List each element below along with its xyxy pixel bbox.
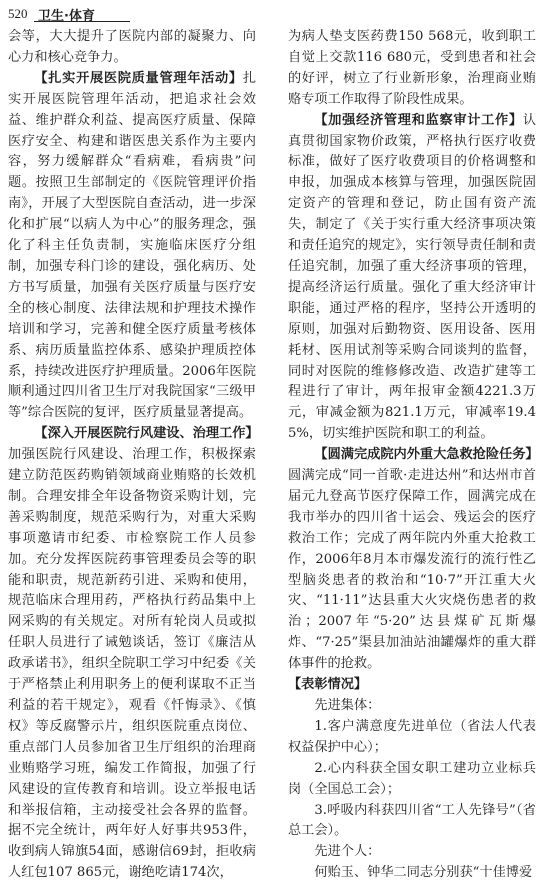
paragraph-conduct [8, 424, 259, 884]
text-conduct: 加强医院行风建设、治理工作，积极探索建立防范医药购销领域商业贿赂的长效机制。合理安排全年设备物资采购计划，完善采购制度，规范采购行为，对重大采购事项邀请市纪委、市检察院工作人员参加。充分发挥医院药事管理委员会等的职能和职责，规范新药引进、采购和使用，规范临床合理用药，严格执行药品集中上网采购的有关规定。对所有轮岗人员或拟任职人员进行了诫勉谈话，签订《廉洁从政承诺书》，组织全院职工学习中纪委《关于严格禁止利用职务上的便利谋取不正当利益的若干规定》，观看《忏悔录》、《慎权》等反腐警示片，组织医院重点岗位、重点部门人员参加省卫生厅组织的治理商业贿赂学习班，编发工作简报，加强了行风建设的宣传教育和培训。设立举报电话和举报信箱，主动接受社会各界的监督。据不完全统计，两年好人好事共953件，收到病人锦旗54面，感谢信69封，拒收病人红包107 865元，谢绝吃请174次， [8, 447, 256, 881]
left-column [8, 27, 259, 884]
text-economic: 认真贯彻国家物价政策，严格执行医疗收费标准，做好了医疗收费项目的价格调整和申报，加强成本核算与管理，加强医院固定资产的管理和登记，防止国有资产流失，制定了《关于实行重大经济事项决策和责任追究的规定》，实行领导责任制和责任追究制，加强了重大经济事项的管理，提高经济运行质量。强化了重大经济审计职能，通过严格的程序，坚持公开透明的原则，加强对后勤物资、医用设备、医用耗材、医用试剂等采购合同谈判的监督，同时对医院的维修修改造、改造扩建等工程进行了审计，两年报审金额4221.3万元，审减金额为821.1万元，审减率19.45%，切实维护医院和职工的利益。 [288, 112, 536, 442]
right-column [288, 27, 539, 884]
text-emergency: 圆满完成“同一首歌·走进达州”和达州市首届元九登高节医疗保障工作，圆满完成在我市举办的四川省十运会、残运会的医疗救治工作；完成了两年院内外重大抢救工作，2006年8月本市爆发流行的流行性乙型脑炎患者的救治和“10·7”开江重大火灾、“11·11”达县重大火灾烧伤患者的救治；2007年“5·20”达县煤矿瓦斯爆炸、“7·25”渠县加油站油罐爆炸的重大群体事件的抢救。 [288, 468, 536, 672]
label-collective: 先进集体： [314, 698, 381, 713]
running-header [8, 2, 542, 22]
heading-emergency: 【圆满完成院内外重大急救抢险任务】 [314, 447, 539, 463]
award-item: 1.客户满意度先进单位（省法人代表权益保护中心）； [288, 718, 536, 755]
paragraph-continued-right: 为病人垫支医药费150 568元，收到职工自觉上交款116 680元，受到患者和社会的好评，树立了行业新形象，治理商业贿赂专项工作取得了阶段性成果。 [288, 29, 536, 107]
header-rule [34, 21, 130, 22]
heading-economic: 【加强经济管理和监察审计工作】 [314, 112, 523, 128]
page-number: 520 [8, 6, 28, 21]
paragraph-economic [288, 111, 536, 446]
heading-awards: 【表彰情况】 [288, 677, 368, 693]
text-quality-year: 扎实开展医院管理年活动，把追求社会效益、维护群众利益、提高医疗质量、保障医疗安全、构建和谐医患关系作为主要内容，努力缓解群众“看病难，看病贵”问题。按照卫生部制定的《医院管理评价指南》，开展了大型医院自查活动，进一步深化和扩展“以病人为中心”的服务理念，强化了科主任负责制，实施临床医疗分组制，加强专科门诊的建设，强化病历、处方书写质量，加强有关医疗质量与医疗安全的核心制度、法律法规和护理技术操作培训和学习，完善和健全医疗质量考核体系、病历质量监控体系、感染护理质控体系，持续改进医疗护理质量。2006年医院顺利通过四川省卫生厅对我院国家“三级甲等”综合医院的复评，医疗质量显著提高。 [8, 70, 256, 421]
award-item: 2.心内科获全国女职工建功立业标兵岗（全国总工会）； [288, 760, 536, 797]
heading-conduct: 【深入开展医院行风建设、治理工作】 [34, 426, 259, 442]
award-item: 何贻玉、钟华二同志分别获“十佳博爱 [314, 865, 533, 881]
paragraph-emergency [288, 445, 539, 675]
heading-quality-year: 【扎实开展医院质量管理年活动】 [34, 70, 243, 86]
paragraph-continued: 会等，大大提升了医院内部的凝聚力、向心力和核心竞争力。 [8, 29, 256, 65]
award-item: 3.呼吸内科获四川省“工人先锋号”（省总工会）。 [288, 802, 536, 839]
paragraph-awards-heading [288, 675, 536, 696]
label-individual: 先进个人： [314, 844, 381, 860]
section-title: 卫生·体育 [38, 9, 95, 24]
paragraph-quality-year [8, 69, 256, 424]
